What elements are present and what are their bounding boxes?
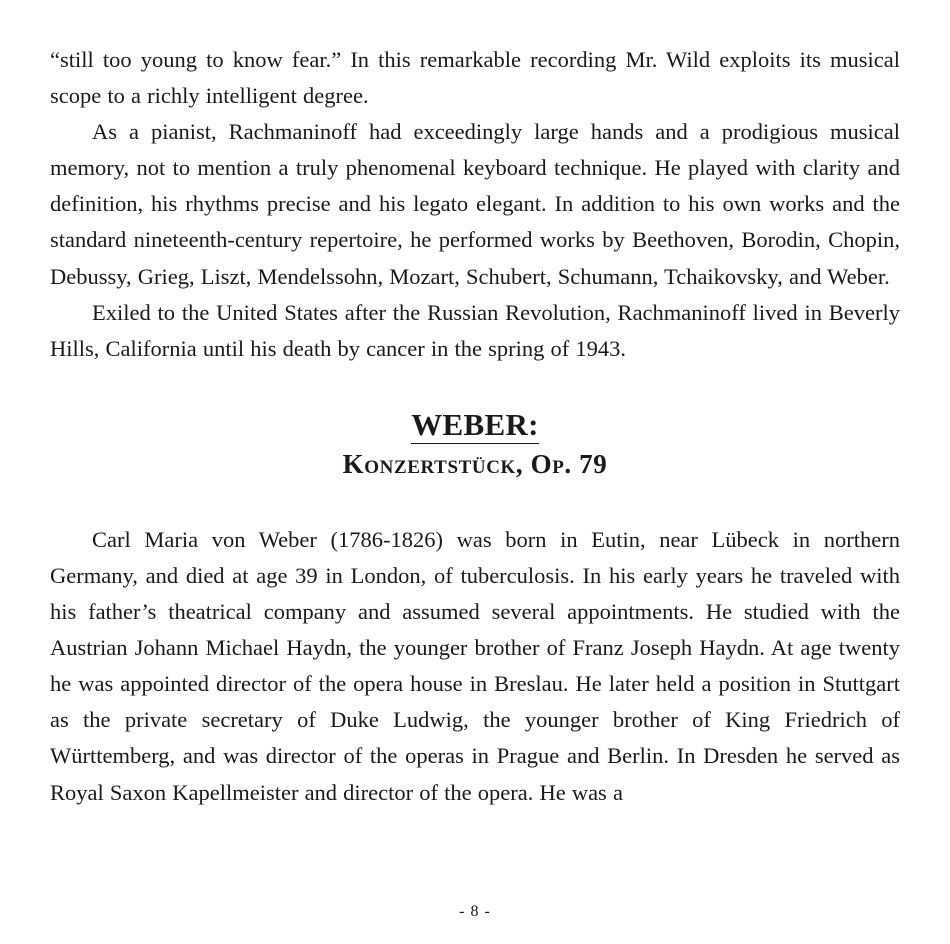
paragraph-continuation: “still too young to know fear.” In this remarkable recording Mr. Wild exploits its musical scope to a richly intelligent degree. [50, 47, 900, 109]
section-body [50, 522, 900, 811]
composer-heading: WEBER: [411, 406, 539, 442]
paragraph-weber-biography: Carl Maria von Weber (1786-1826) was born in Eutin, near Lübeck in northern Germany, and died at age 39 in London, of tuberculosis. In his early years he traveled with his father’s theatrical company and assumed several appointments. He studied with the Austrian Johann Michael Haydn, the younger brother of Franz Joseph Haydn. At age twenty he was appointed director of the opera house in Breslau. He later held a position in Stuttgart as the private secretary of Duke Ludwig, the younger brother of King Friedrich of Württemberg, and was director of the operas in Prague and Berlin. In Dresden he served as Royal Saxon Kapellmeister and director of the opera. He was a [50, 526, 900, 805]
paragraph-rachmaninoff-pianist: As a pianist, Rachmaninoff had exceedingly large hands and a prodigious musical memory, not to mention a truly phenomenal keyboard technique. He played with clarity and definition, his rhythms precise and his legato elegant. In addition to his own works and the standard nineteenth-century repertoire, he performed works by Beethoven, Borodin, Chopin, Debussy, Grieg, Liszt, Mendelssohn, Mozart, Schubert, Schumann, Tchaikovsky, and Weber. [50, 119, 900, 289]
work-title: Konzertstück, Op. 79 [342, 448, 608, 479]
paragraph-rachmaninoff-exile: Exiled to the United States after the Russian Revolution, Rachmaninoff lived in Beverly Hills, California until his death by cancer in the spring of 1943. [50, 299, 900, 361]
page-number: - 8 - [459, 903, 491, 920]
section-heading [50, 407, 900, 482]
page-content [50, 42, 900, 811]
